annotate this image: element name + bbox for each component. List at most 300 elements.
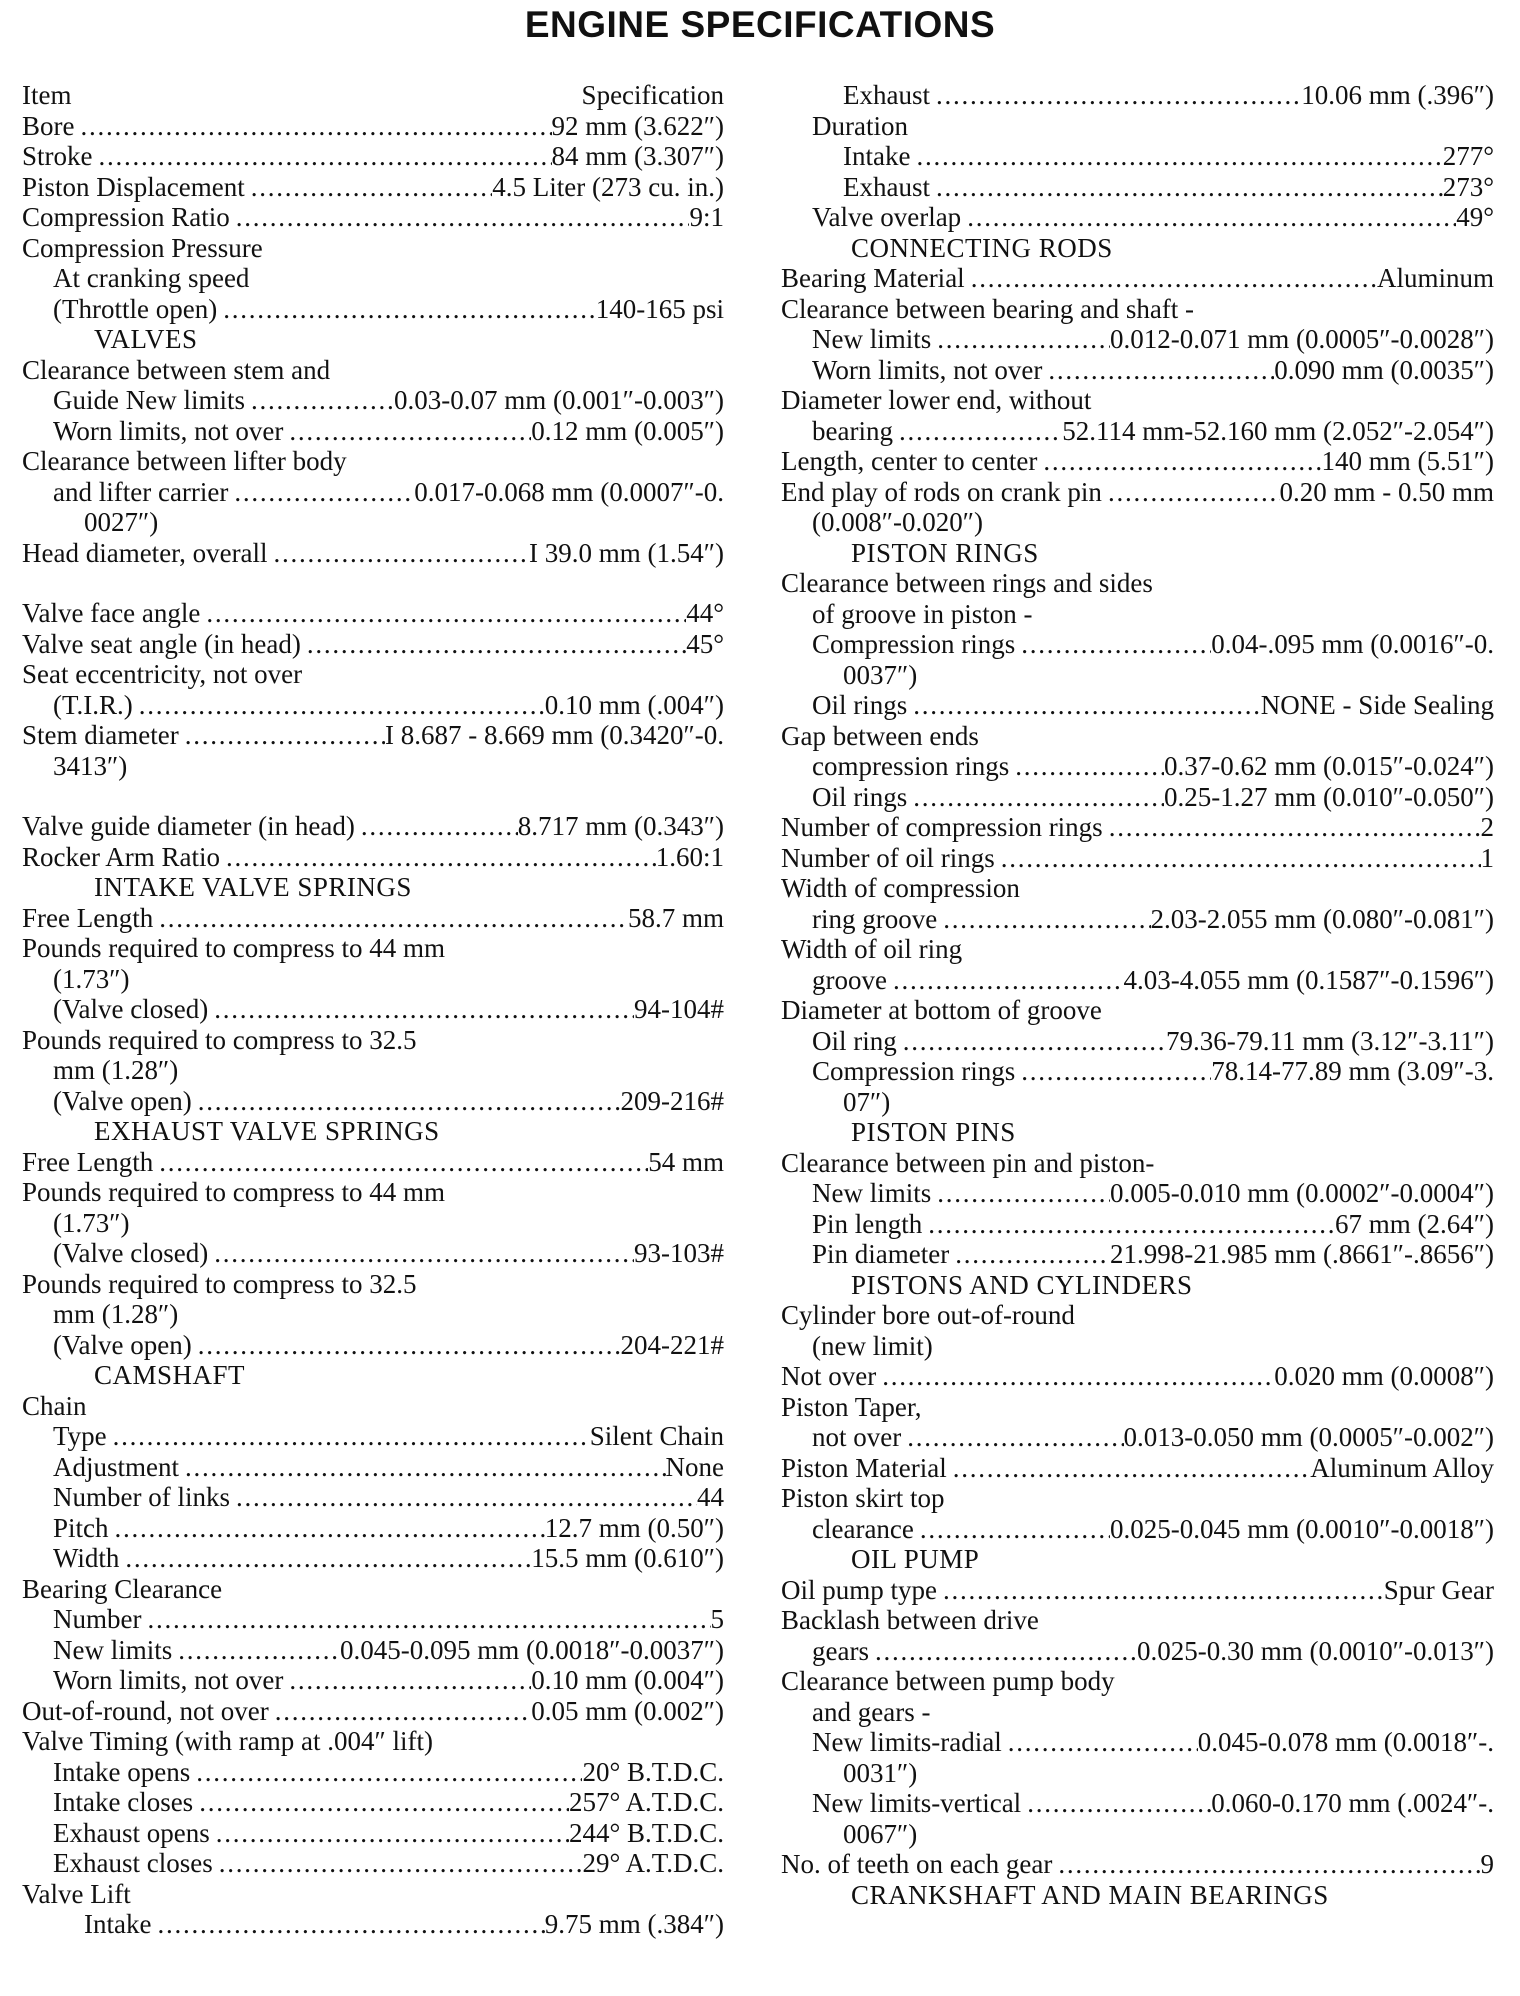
spec-value: 0.03-0.07 mm (0.001″-0.003″) — [394, 385, 724, 415]
dot-leader — [245, 385, 394, 416]
spec-label: Free Length — [22, 902, 154, 933]
spec-label-0027: 0027″) — [84, 507, 159, 537]
spec-value: 209-216# — [620, 1085, 724, 1116]
spec-label-clearance-between-bearing-and-shaft: Clearance between bearing and shaft - — [781, 293, 1195, 324]
dot-leader — [245, 172, 493, 203]
spec-value: 9.75 mm (.384″) — [544, 1909, 724, 1939]
spec-row-ring-groove — [781, 904, 1494, 935]
spec-label-duration: Duration — [812, 110, 908, 141]
spec-label: Piston Displacement — [22, 171, 245, 202]
spec-value: 0.10 mm (.004″) — [544, 689, 724, 720]
dot-leader — [949, 1239, 1110, 1270]
dot-leader — [1042, 355, 1274, 386]
spec-value: 93-103# — [634, 1238, 724, 1268]
spec-label-1-73: (1.73″) — [53, 963, 130, 994]
spec-row-intake — [781, 141, 1494, 172]
section-heading-piston-pins: PISTON PINS — [851, 1117, 1016, 1147]
dot-leader — [1103, 812, 1481, 843]
spec-label: and lifter carrier — [53, 476, 229, 507]
spec-label: (Valve open) — [53, 1085, 192, 1116]
dot-leader — [965, 263, 1377, 294]
spec-label-width-of-oil-ring: Width of oil ring — [781, 934, 963, 964]
spec-label: New limits — [53, 1634, 173, 1665]
spec-label-pounds-required-to-compress-to-44-mm: Pounds required to compress to 44 mm — [22, 1177, 445, 1207]
spec-row-pin-diameter — [781, 1239, 1494, 1270]
spec-label-diameter-lower-end-without: Diameter lower end, without — [781, 385, 1092, 415]
spec-label-clearance-between-lifter-body: Clearance between lifter body — [22, 446, 347, 476]
spec-label: Pitch — [53, 1512, 109, 1543]
dot-leader — [217, 294, 596, 325]
spec-row-valve-guide-diameter-in-head — [22, 811, 724, 842]
dot-leader — [887, 965, 1124, 996]
spec-row-oil-rings — [781, 690, 1494, 721]
dot-leader — [283, 1665, 531, 1696]
spec-row-stem-diameter — [22, 720, 724, 751]
dot-leader — [893, 416, 1062, 447]
spec-label: Oil pump type — [781, 1574, 937, 1605]
spec-label: Adjustment — [53, 1451, 179, 1482]
spec-row-new-limits — [781, 1178, 1494, 1209]
spec-label-seat-eccentricity-not-over: Seat eccentricity, not over — [22, 659, 303, 689]
spec-value: 67 mm (2.64″) — [1335, 1208, 1494, 1239]
spec-label: Head diameter, overall — [22, 537, 268, 568]
spec-row-exhaust-opens — [22, 1818, 724, 1849]
spec-value: 2.03-2.055 mm (0.080″-0.081″) — [1150, 903, 1494, 934]
dot-leader — [228, 477, 414, 508]
dot-leader — [947, 1453, 1310, 1484]
spec-row-intake-opens — [22, 1757, 724, 1788]
spec-label-valve-timing-with-ramp-at-004-lift: Valve Timing (with ramp at .004″ lift) — [22, 1726, 433, 1756]
spec-value: 8.717 mm (0.343″) — [517, 811, 724, 841]
section-heading-oil-pump: OIL PUMP — [851, 1544, 980, 1574]
spec-row-width — [22, 1543, 724, 1574]
spec-label: Worn limits, not over — [53, 415, 284, 446]
spec-row-pitch — [22, 1513, 724, 1544]
column-header-row — [22, 80, 724, 111]
spec-value: 92 mm (3.622″) — [551, 110, 724, 141]
spec-row-intake — [22, 1909, 724, 1940]
spec-value: 44 — [697, 1482, 724, 1512]
dot-leader — [907, 782, 1164, 813]
spec-value: 21.998-21.985 mm (.8661″-.8656″) — [1110, 1239, 1494, 1269]
spec-label: groove — [812, 964, 887, 995]
spec-value: 244° B.T.D.C. — [568, 1817, 724, 1848]
spec-label: not over — [812, 1422, 902, 1452]
spec-label-pounds-required-to-compress-to-44-mm: Pounds required to compress to 44 mm — [22, 933, 445, 963]
spec-value: 58.7 mm — [627, 902, 724, 933]
spec-row-out-of-round-not-over — [22, 1696, 724, 1727]
dot-leader — [1015, 1056, 1211, 1087]
spec-value: 12.7 mm (0.50″) — [544, 1512, 724, 1543]
dot-leader — [213, 1848, 583, 1879]
spec-row-adjustment — [22, 1452, 724, 1483]
spec-row-new-limits — [22, 1635, 724, 1666]
spec-value: 29° A.T.D.C. — [582, 1848, 724, 1878]
spec-label: Exhaust closes — [53, 1848, 213, 1878]
spec-row-guide-new-limits — [22, 385, 724, 416]
spec-label: Bearing Material — [781, 263, 965, 293]
spec-value: 2 — [1480, 812, 1494, 842]
spec-value: 54 mm — [648, 1146, 724, 1177]
dot-leader — [172, 1635, 340, 1666]
dot-leader — [210, 1818, 569, 1849]
spec-label: Item — [22, 80, 72, 110]
spec-label: Intake opens — [53, 1756, 191, 1787]
spec-value: 0.20 mm - 0.50 mm — [1279, 476, 1494, 507]
spec-label: New limits-radial — [812, 1727, 1002, 1757]
spec-label: Type — [53, 1421, 107, 1451]
spec-row-number-of-compression-rings — [781, 812, 1494, 843]
spec-label: Valve face angle — [22, 598, 201, 628]
spec-value: 0.05 mm (0.002″) — [531, 1695, 724, 1726]
spec-label: Not over — [781, 1361, 877, 1391]
spec-label: Oil ring — [812, 1025, 897, 1056]
spec-row-bore — [22, 111, 724, 142]
left-column — [22, 80, 724, 1940]
spec-label: (Throttle open) — [53, 293, 218, 324]
spec-row-valve-overlap — [781, 202, 1494, 233]
spec-label: Compression Ratio — [22, 202, 230, 232]
spec-label-backlash-between-drive: Backlash between drive — [781, 1605, 1039, 1635]
spec-value: 44° — [686, 598, 724, 628]
spec-value: 79.36-79.11 mm (3.12″-3.11″) — [1166, 1025, 1494, 1056]
spec-label-clearance-between-pin-and-piston: Clearance between pin and piston- — [781, 1147, 1155, 1178]
spec-label: (Valve closed) — [53, 1238, 209, 1268]
dot-leader — [1102, 477, 1280, 508]
spec-row-free-length — [22, 903, 724, 934]
spec-value: 9 — [1480, 1849, 1494, 1879]
spec-row-valve-seat-angle-in-head — [22, 629, 724, 660]
spec-label: Number of compression rings — [781, 812, 1103, 842]
dot-leader — [200, 598, 686, 629]
spec-label: Number of oil rings — [781, 842, 995, 873]
spec-label-gap-between-ends: Gap between ends — [781, 720, 979, 751]
spec-row-throttle-open — [22, 294, 724, 325]
spec-row-pin-length — [781, 1209, 1494, 1240]
spec-label-clearance-between-pump-body: Clearance between pump body — [781, 1666, 1115, 1696]
spec-row-exhaust — [781, 172, 1494, 203]
spec-value: 0.020 mm (0.0008″) — [1274, 1361, 1494, 1391]
spec-label-cylinder-bore-out-of-round: Cylinder bore out-of-round — [781, 1300, 1075, 1330]
dot-leader — [109, 1513, 545, 1544]
spec-row-valve-closed — [22, 994, 724, 1025]
spec-label: Piston Material — [781, 1452, 947, 1483]
spec-row-bearing — [781, 416, 1494, 447]
spec-label: Number of links — [53, 1482, 230, 1512]
dot-leader — [1002, 1727, 1198, 1758]
spec-value: 0.012-0.071 mm (0.0005″-0.0028″) — [1110, 324, 1494, 354]
spec-row-stroke — [22, 141, 724, 172]
spec-value: Silent Chain — [589, 1421, 724, 1451]
dot-leader — [1037, 446, 1321, 477]
spec-value: 0.025-0.045 mm (0.0010″-0.0018″) — [1110, 1513, 1494, 1544]
spec-value: 0.12 mm (0.005″) — [531, 415, 724, 446]
spec-label: No. of teeth on each gear — [781, 1849, 1053, 1879]
spec-row-and-lifter-carrier — [22, 477, 724, 508]
spec-label: Width — [53, 1543, 120, 1573]
spec-row-length-center-to-center — [781, 446, 1494, 477]
dot-leader — [283, 416, 531, 447]
spec-label-clearance-between-stem-and: Clearance between stem and — [22, 354, 331, 385]
spec-row-worn-limits-not-over — [22, 1665, 724, 1696]
dot-leader — [914, 1514, 1110, 1545]
spec-label-mm-1-28: mm (1.28″) — [53, 1055, 179, 1085]
dot-leader — [220, 842, 656, 873]
spec-label-width-of-compression: Width of compression — [781, 873, 1020, 903]
spec-label-bearing-clearance: Bearing Clearance — [22, 1573, 223, 1604]
dot-leader — [876, 1361, 1274, 1392]
section-heading-valves: VALVES — [94, 324, 198, 354]
spec-value: 257° A.T.D.C. — [568, 1787, 724, 1817]
spec-label: (Valve closed) — [53, 994, 209, 1024]
spec-value: 49° — [1456, 202, 1494, 232]
spec-label-valve-lift: Valve Lift — [22, 1878, 131, 1909]
spec-label: Exhaust — [843, 80, 930, 110]
spec-label-new-limit: (new limit) — [812, 1330, 933, 1361]
spec-value: Specification — [581, 80, 724, 110]
spec-label: End play of rods on crank pin — [781, 476, 1102, 507]
spec-label: Oil rings — [812, 690, 908, 720]
spec-value: 52.114 mm-52.160 mm (2.052″-2.054″) — [1062, 415, 1494, 446]
spec-label: compression rings — [812, 751, 1010, 781]
dot-leader — [190, 1757, 582, 1788]
spec-label: (Valve open) — [53, 1329, 192, 1360]
dot-leader — [153, 1147, 648, 1178]
section-heading-piston-rings: PISTON RINGS — [851, 537, 1039, 568]
spec-row-valve-open — [22, 1086, 724, 1117]
spec-label: Intake — [84, 1909, 152, 1939]
spec-value: 0.025-0.30 mm (0.0010″-0.013″) — [1137, 1635, 1494, 1666]
dot-leader — [119, 1543, 531, 1574]
spec-row-valve-closed — [22, 1238, 724, 1269]
spec-value: 1 — [1480, 842, 1494, 873]
dot-leader — [1052, 1849, 1480, 1880]
spec-label: Valve guide diameter (in head) — [22, 811, 355, 841]
spec-value: 5 — [710, 1604, 724, 1634]
spec-label: Pin diameter — [812, 1239, 950, 1269]
spec-label: Guide New limits — [53, 385, 245, 415]
spec-label: clearance — [812, 1513, 914, 1544]
spec-label: New limits — [812, 1178, 932, 1208]
spec-row-piston-displacement — [22, 172, 724, 203]
section-heading-crankshaft-and-main-bearings: CRANKSHAFT AND MAIN BEARINGS — [851, 1879, 1329, 1910]
spec-row-not-over — [781, 1422, 1494, 1453]
spec-row-number-of-oil-rings — [781, 843, 1494, 874]
spec-label: gears — [812, 1635, 869, 1666]
spec-row-compression-rings — [781, 751, 1494, 782]
dot-leader — [910, 141, 1442, 172]
spec-label: Stroke — [22, 141, 93, 171]
spec-row-new-limits-radial — [781, 1727, 1494, 1758]
spec-label-0037: 0037″) — [843, 659, 918, 690]
spec-label: New limits — [812, 324, 932, 354]
spec-label: Exhaust opens — [53, 1817, 210, 1848]
spec-value: I 8.687 - 8.669 mm (0.3420″-0. — [385, 720, 724, 750]
spec-label-07: 07″) — [843, 1086, 891, 1117]
dot-leader — [208, 994, 634, 1025]
spec-row-bearing-material — [781, 263, 1494, 294]
spec-row-no-of-teeth-on-each-gear — [781, 1849, 1494, 1880]
spec-row-exhaust — [781, 80, 1494, 111]
dot-leader — [897, 1026, 1166, 1057]
spec-row-valve-face-angle — [22, 598, 724, 629]
spec-value: 4.5 Liter (273 cu. in.) — [492, 171, 724, 202]
spec-value: 15.5 mm (0.610″) — [531, 1543, 724, 1573]
spec-value: 1.60:1 — [655, 841, 724, 872]
spec-value: 9:1 — [689, 202, 724, 232]
dot-leader — [995, 843, 1481, 874]
dot-leader — [301, 629, 686, 660]
spec-label: Intake — [843, 141, 911, 171]
spec-value: 78.14-77.89 mm (3.09″-3. — [1211, 1056, 1494, 1086]
spec-row-type — [22, 1421, 724, 1452]
dot-leader — [937, 904, 1150, 935]
section-heading-connecting-rods: CONNECTING RODS — [851, 232, 1113, 263]
spec-value: 0.37-0.62 mm (0.015″-0.024″) — [1164, 751, 1494, 781]
spec-label-1-73: (1.73″) — [53, 1207, 130, 1238]
dot-leader — [961, 202, 1456, 233]
spec-label: New limits-vertical — [812, 1788, 1022, 1818]
spec-row-number-of-links — [22, 1482, 724, 1513]
spec-value: 0.04-.095 mm (0.0016″-0. — [1211, 629, 1494, 659]
spec-label: Worn limits, not over — [812, 354, 1043, 385]
spec-label: Valve overlap — [812, 202, 962, 232]
spec-value: 140 mm (5.51″) — [1321, 446, 1494, 476]
spec-row-number — [22, 1604, 724, 1635]
spec-value: 0.060-0.170 mm (.0024″-. — [1211, 1788, 1494, 1818]
spec-label: ring groove — [812, 903, 938, 934]
dot-leader — [355, 811, 518, 842]
spec-row-t-i-r — [22, 690, 724, 721]
spec-label: Length, center to center — [781, 446, 1038, 476]
spec-row-gears — [781, 1636, 1494, 1667]
spec-row-not-over — [781, 1361, 1494, 1392]
dot-leader — [93, 141, 552, 172]
spec-value: 0.045-0.095 mm (0.0018″-0.0037″) — [340, 1634, 724, 1665]
spec-label-at-cranking-speed: At cranking speed — [53, 263, 250, 293]
dot-leader — [192, 1330, 621, 1361]
spec-label-0067: 0067″) — [843, 1818, 918, 1849]
spec-label-piston-skirt-top: Piston skirt top — [781, 1483, 945, 1513]
spec-value: Aluminum — [1376, 263, 1494, 293]
dot-leader — [133, 690, 545, 721]
spec-row-piston-material — [781, 1453, 1494, 1484]
spec-value: 4.03-4.055 mm (0.1587″-0.1596″) — [1123, 964, 1494, 995]
right-column — [781, 80, 1494, 1910]
dot-leader — [1009, 751, 1164, 782]
spacer — [22, 781, 724, 811]
spec-value: 0.090 mm (0.0035″) — [1274, 354, 1494, 385]
dot-leader — [869, 1636, 1137, 1667]
spec-row-oil-ring — [781, 1026, 1494, 1057]
spec-label-pounds-required-to-compress-to-32-5: Pounds required to compress to 32.5 — [22, 1024, 417, 1055]
spec-label-3413: 3413″) — [53, 750, 128, 781]
section-heading-intake-valve-springs: INTAKE VALVE SPRINGS — [94, 872, 412, 902]
spec-value: 273° — [1442, 171, 1494, 202]
spec-row-exhaust-closes — [22, 1848, 724, 1879]
spec-label: Number — [53, 1604, 142, 1634]
spec-value: 0.017-0.068 mm (0.0007″-0. — [414, 476, 724, 507]
dot-leader — [931, 1178, 1110, 1209]
spec-value: None — [665, 1451, 724, 1482]
spec-value: 45° — [686, 628, 724, 659]
spec-label: Oil rings — [812, 781, 908, 812]
spec-label-compression-pressure: Compression Pressure — [22, 232, 263, 263]
spec-label-pounds-required-to-compress-to-32-5: Pounds required to compress to 32.5 — [22, 1268, 417, 1299]
dot-leader — [1021, 1788, 1211, 1819]
spec-value: Spur Gear — [1383, 1574, 1494, 1605]
dot-leader — [269, 1696, 532, 1727]
dot-leader — [230, 202, 690, 233]
spec-row-compression-ratio — [22, 202, 724, 233]
spec-row-rocker-arm-ratio — [22, 842, 724, 873]
dot-leader — [907, 690, 1261, 721]
section-heading-exhaust-valve-springs: EXHAUST VALVE SPRINGS — [94, 1116, 440, 1146]
spec-label: Compression rings — [812, 629, 1016, 659]
spec-row-end-play-of-rods-on-crank-pin — [781, 477, 1494, 508]
dot-leader — [151, 1909, 544, 1940]
spec-label-chain: Chain — [22, 1390, 87, 1421]
spec-value: Aluminum Alloy — [1310, 1452, 1494, 1483]
dot-leader — [901, 1422, 1123, 1453]
spec-value: 84 mm (3.307″) — [551, 141, 724, 171]
dot-leader — [107, 1421, 590, 1452]
dot-leader — [268, 538, 529, 569]
dot-leader — [1015, 629, 1211, 660]
spec-row-free-length — [22, 1147, 724, 1178]
spec-label-0031: 0031″) — [843, 1757, 918, 1788]
dot-leader — [74, 111, 551, 142]
spacer — [22, 568, 724, 598]
spec-row-clearance — [781, 1514, 1494, 1545]
spec-value: 277° — [1442, 141, 1494, 171]
spec-row-worn-limits-not-over — [22, 416, 724, 447]
spec-label: Out-of-round, not over — [22, 1695, 269, 1726]
spec-row-valve-open — [22, 1330, 724, 1361]
dot-leader — [179, 1452, 666, 1483]
spec-value: I 39.0 mm (1.54″) — [529, 537, 724, 568]
spec-row-oil-pump-type — [781, 1575, 1494, 1606]
spec-value: 0.045-0.078 mm (0.0018″-. — [1197, 1727, 1494, 1757]
spec-value: 0.10 mm (0.004″) — [531, 1665, 724, 1695]
dot-leader — [937, 1575, 1384, 1606]
spec-value: 94-104# — [634, 994, 724, 1024]
spec-label-piston-taper: Piston Taper, — [781, 1391, 922, 1422]
spec-row-compression-rings — [781, 1056, 1494, 1087]
section-heading-pistons-and-cylinders: PISTONS AND CYLINDERS — [851, 1269, 1193, 1300]
dot-leader — [153, 903, 628, 934]
dot-leader — [193, 1787, 569, 1818]
spec-label-mm-1-28: mm (1.28″) — [53, 1299, 179, 1329]
page-title: ENGINE SPECIFICATIONS — [524, 4, 996, 45]
spec-label: Exhaust — [843, 171, 930, 202]
dot-leader — [930, 172, 1443, 203]
spec-label: Bore — [22, 110, 75, 141]
spec-label: Rocker Arm Ratio — [22, 841, 220, 872]
spec-row-groove — [781, 965, 1494, 996]
spec-label: Free Length — [22, 1146, 154, 1177]
dot-leader — [930, 80, 1301, 111]
spec-value: 140-165 psi — [595, 293, 724, 324]
spec-row-intake-closes — [22, 1787, 724, 1818]
spec-label: bearing — [812, 415, 893, 446]
dot-leader — [208, 1238, 634, 1269]
spec-row-compression-rings — [781, 629, 1494, 660]
spec-label-and-gears: and gears - — [812, 1696, 931, 1727]
spec-value: NONE - Side Sealing — [1260, 690, 1494, 720]
spec-row-new-limits — [781, 324, 1494, 355]
dot-leader — [192, 1086, 621, 1117]
